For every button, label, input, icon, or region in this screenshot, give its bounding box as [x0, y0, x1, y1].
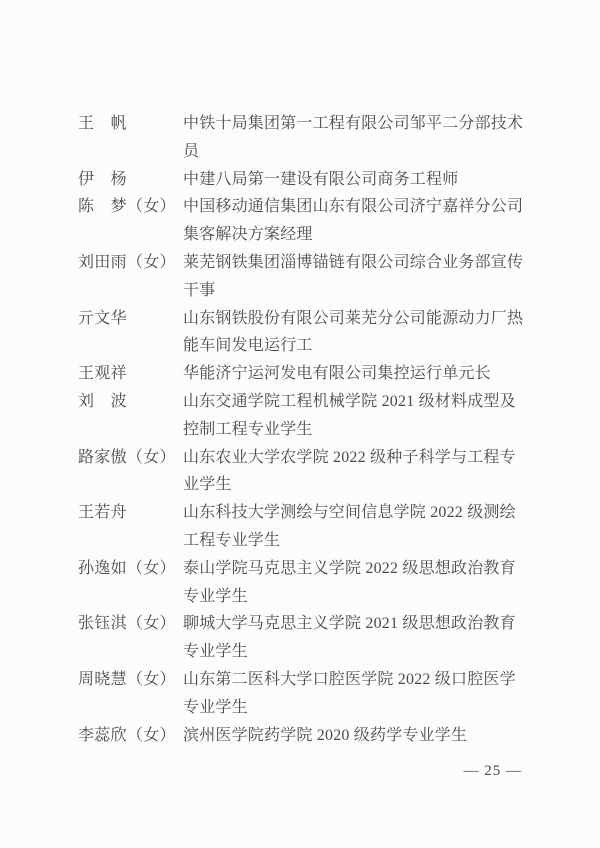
desc-line: 业学生	[183, 476, 232, 494]
entry-name: 陈 梦（女）	[78, 198, 176, 216]
entry-name: 王若舟	[78, 504, 127, 522]
list-item	[0, 193, 600, 249]
list-item	[0, 444, 600, 500]
entry-name: 王 帆	[78, 115, 127, 132]
list-item	[0, 110, 600, 166]
list-item	[0, 249, 600, 305]
desc-line: 山东科技大学测绘与空间信息学院 2022 级测绘	[183, 504, 516, 522]
entry-name: 周晓慧（女）	[78, 670, 176, 688]
entry-desc	[183, 193, 600, 249]
desc-line: 山东第二医科大学口腔医学院 2022 级口腔医学	[183, 670, 516, 688]
list-item	[0, 166, 600, 194]
entry-desc	[183, 666, 600, 722]
entry-name: 亓文华	[78, 309, 127, 327]
list-item	[0, 666, 600, 722]
entry-desc	[183, 249, 600, 305]
list-item	[0, 610, 600, 666]
desc-line: 滨州医学院药学院 2020 级药学专业学生	[183, 726, 468, 744]
list-item	[0, 555, 600, 611]
entry-name: 伊 杨	[78, 170, 127, 188]
list-item	[0, 499, 600, 555]
page-number: — 25 —	[463, 763, 522, 779]
desc-line: 中铁十局集团第一工程有限公司邹平二分部技术	[183, 115, 524, 132]
list-item	[0, 305, 600, 361]
list-item	[0, 388, 600, 444]
entry-name: 李蕊欣（女）	[78, 726, 176, 744]
entry-name: 张钰淇（女）	[78, 615, 176, 633]
list-item	[0, 722, 600, 750]
entry-name: 刘田雨（女）	[78, 253, 176, 271]
desc-line: 中建八局第一建设有限公司商务工程师	[183, 170, 459, 188]
entry-name: 路家傲（女）	[78, 448, 176, 466]
entry-name: 孙逸如（女）	[78, 559, 176, 577]
entry-desc	[183, 499, 600, 555]
entry-desc	[183, 610, 600, 666]
desc-line: 莱芜钢铁集团淄博锚链有限公司综合业务部宣传	[183, 253, 524, 271]
desc-line: 泰山学院马克思主义学院 2022 级思想政治教育	[183, 559, 516, 577]
entry-desc	[183, 444, 600, 500]
desc-line: 中国移动通信集团山东有限公司济宁嘉祥分公司	[183, 198, 524, 216]
desc-line: 山东交通学院工程机械学院 2021 级材料成型及	[183, 392, 516, 410]
list-item	[0, 360, 600, 388]
desc-line: 华能济宁运河发电有限公司集控运行单元长	[183, 365, 491, 383]
entry-desc	[183, 305, 600, 361]
entry-desc	[183, 166, 600, 194]
entry-desc	[183, 360, 600, 388]
desc-line: 员	[183, 142, 200, 160]
desc-line: 专业学生	[183, 698, 248, 716]
desc-line: 能车间发电运行工	[183, 337, 313, 355]
desc-line: 山东农业大学农学院 2022 级种子科学与工程专	[183, 448, 516, 466]
entry-desc	[183, 110, 600, 166]
desc-line: 山东钢铁股份有限公司莱芜分公司能源动力厂热	[183, 309, 524, 327]
entry-name: 王观祥	[78, 365, 127, 383]
entry-name: 刘 波	[78, 392, 127, 410]
desc-line: 集客解决方案经理	[183, 226, 313, 244]
desc-line: 干事	[183, 281, 216, 299]
desc-line: 工程专业学生	[183, 531, 281, 549]
entry-list	[0, 110, 600, 749]
desc-line: 专业学生	[183, 587, 248, 605]
entry-desc	[183, 388, 600, 444]
entry-desc	[183, 555, 600, 611]
desc-line: 聊城大学马克思主义学院 2021 级思想政治教育	[183, 615, 516, 633]
entry-desc	[183, 722, 600, 750]
desc-line: 专业学生	[183, 643, 248, 661]
desc-line: 控制工程专业学生	[183, 420, 313, 438]
